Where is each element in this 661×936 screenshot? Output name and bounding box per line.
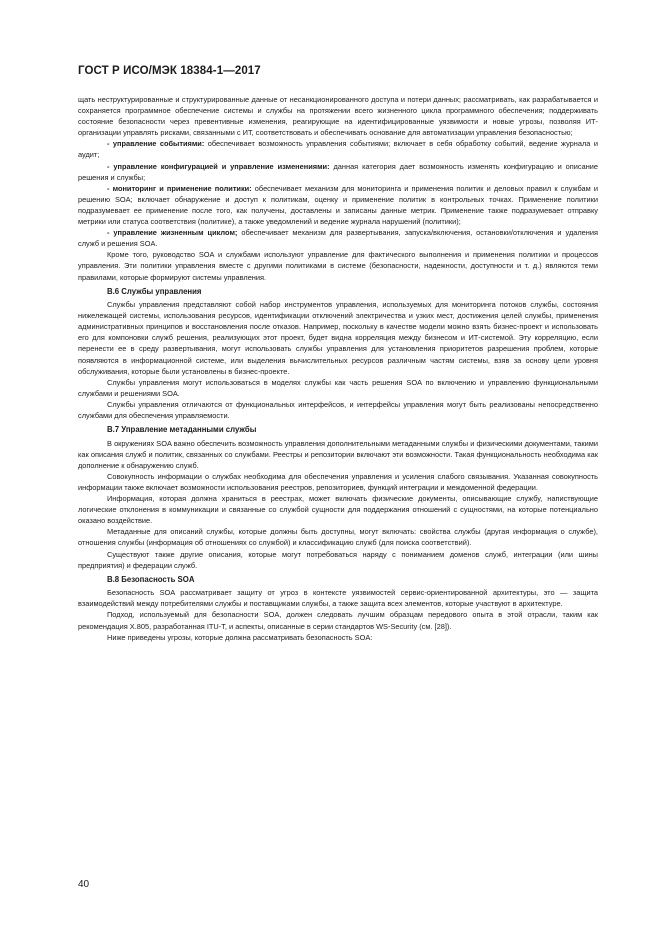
paragraph: Информация, которая должна храниться в реестрах, может включать физические документы, описывающие службу, напиствующие логические отклонения в коммуникации и связанные со службой сущности для поддержания отношений с сущностями, на которые потенциально оказано воздействие. — [78, 494, 598, 526]
section-heading-b6: В.6 Службы управления — [107, 286, 202, 296]
term: - управление конфигурацией и управление изменениями: — [107, 161, 330, 171]
list-item-event-management — [78, 138, 598, 160]
term: - управление жизненным циклом; — [107, 228, 238, 238]
paragraph: Службы управления могут использоваться в моделях службы как часть решения SOA по включению и управлению функциональными службами и решениями SOA. — [78, 377, 598, 398]
list-item-policy-monitoring — [78, 183, 598, 227]
paragraph: Совокупность информации о службах необходима для обеспечения управления и усиления слабого связывания. Указанная совокупность информации также включает возможности использования реестров, репозиториев, функций интеграции и междоменной федерации. — [78, 471, 598, 492]
list-item-configuration-management — [78, 161, 598, 183]
paragraph: Существуют также другие описания, которые могут потребоваться наряду с пониманием доменов служб, интеграции (или шины предприятия) и федерации служб. — [78, 549, 598, 570]
standard-header: ГОСТ Р ИСО/МЭК 18384-1—2017 — [78, 65, 261, 77]
section-heading-b8: В.8 Безопасность SOA — [107, 574, 195, 584]
paragraph: Подход, используемый для безопасности SOA, должен следовать лучшим образцам передового опыта в этой отрасли, таким как рекомендация X.805, разработанная ITU-T, и аспекты, описанные в серии стандартов WS-Security (см. [28]). — [78, 610, 598, 631]
term: - управление событиями: — [107, 139, 205, 149]
section-heading-b7: В.7 Управление метаданными службы — [107, 425, 257, 435]
paragraph: Кроме того, руководство SOA и службами используют управление для фактического выполнения и применения политики и процессов управления. Эти политики управления вместе с другими политиками в системе (безопасности, надежности, доступности и т. д.) являются теми правилами, которые формируют системы управления. — [78, 250, 598, 282]
definition: обеспечивает механизм для развертывания, запуска/включения, остановки/отключения и удаления служб и решения SOA. — [78, 228, 598, 249]
term: - мониторинг и применение политики: — [107, 183, 252, 193]
definition: обеспечивает возможность управления событиями; включает в себя обработку событий, ведение журнала и аудит; — [78, 139, 598, 160]
definition: обеспечивает механизм для мониторинга и применения политик и деловых правил к службам и решению SOA; включает обнаружение и доступ к политикам, оценку и применение политик в контрольных точках. Применение политики подразумевает ее применение после того, как получены, доставлены и записаны данные метрик. Применение также подразумевает отправку метрики или статуса соответствия (политике), а также уведомлений и ведение журнала нарушений (политики); — [78, 183, 598, 227]
paragraph: щать неструктурированные и структурированные данные от несанкционированного доступа и потери данных; рассматривать, как разрабатывается и сохраняется программное обеспечение системы и службы на протяжении всего жизненного цикла программного обеспечения; поддерживать состояние безопасности через превентивные изменения, реагирующие на идентифицированные уязвимости и новые угрозы, позволяя ИТ-организации управлять рисками, связанными с ИТ, соответствовать и обеспечивать основание для автоматизации управления безопасностью; — [78, 95, 598, 138]
paragraph: Службы управления представляют собой набор инструментов управления, используемых для мониторинга потоков службы, состояния нижележащей системы, использования ресурсов, идентификации отключений электричества и узких мест, достижения целей службы, применения административных принципов и восстановления после отказов. Например, поскольку в качестве модели можно взять бизнес-проект и использовать его для компоновки служб решения, реализующих этот проект, будет видна корреляция между бизнесом и ИТ-системой. Эту корреляцию, если перенести ее в среду развертывания, могут использовать службы управления для установления приоритетов разрешения проблем, которые появляются в информационной системе, или выделения вычислительных ресурсов различным частям системы, взяв за основу цели уровня обслуживания, которые были установлены в бизнес-проекте. — [78, 300, 598, 376]
paragraph: Безопасность SOA рассматривает защиту от угроз в контексте уязвимостей сервис-ориентированной архитектуры, это — защита взаимодействий между потребителями службы и поставщиками службы, а также защита всех элементов, которые участвуют в архитектуре. — [78, 588, 598, 609]
paragraph: В окружениях SOA важно обеспечить возможность управления дополнительными метаданными службы и физическими документами, такими как описания служб и политик, связанных со службами. Реестры и репозитории включают эти возможности. Такая функциональность необходима как дополнение к обнаружению служб. — [78, 438, 598, 470]
paragraph: Метаданные для описаний службы, которые должны быть доступны, могут включать: свойства службы (другая информация о службе), отношения службы (информация об отношениях со службой) и классификацию служб (для поиска соответствий). — [78, 527, 598, 548]
list-item-lifecycle-management — [78, 227, 598, 249]
definition: данная категория дает возможность изменять конфигурацию и описание решения и службы; — [78, 161, 599, 182]
document-body — [78, 94, 598, 643]
page-number: 40 — [78, 879, 90, 890]
paragraph: Службы управления отличаются от функциональных интерфейсов, и интерфейсы управления могут быть реализованы непосредственно службами для обеспечения управляемости. — [78, 399, 598, 421]
paragraph: Ниже приведены угрозы, которые должна рассматривать безопасность SOA: — [107, 632, 373, 642]
